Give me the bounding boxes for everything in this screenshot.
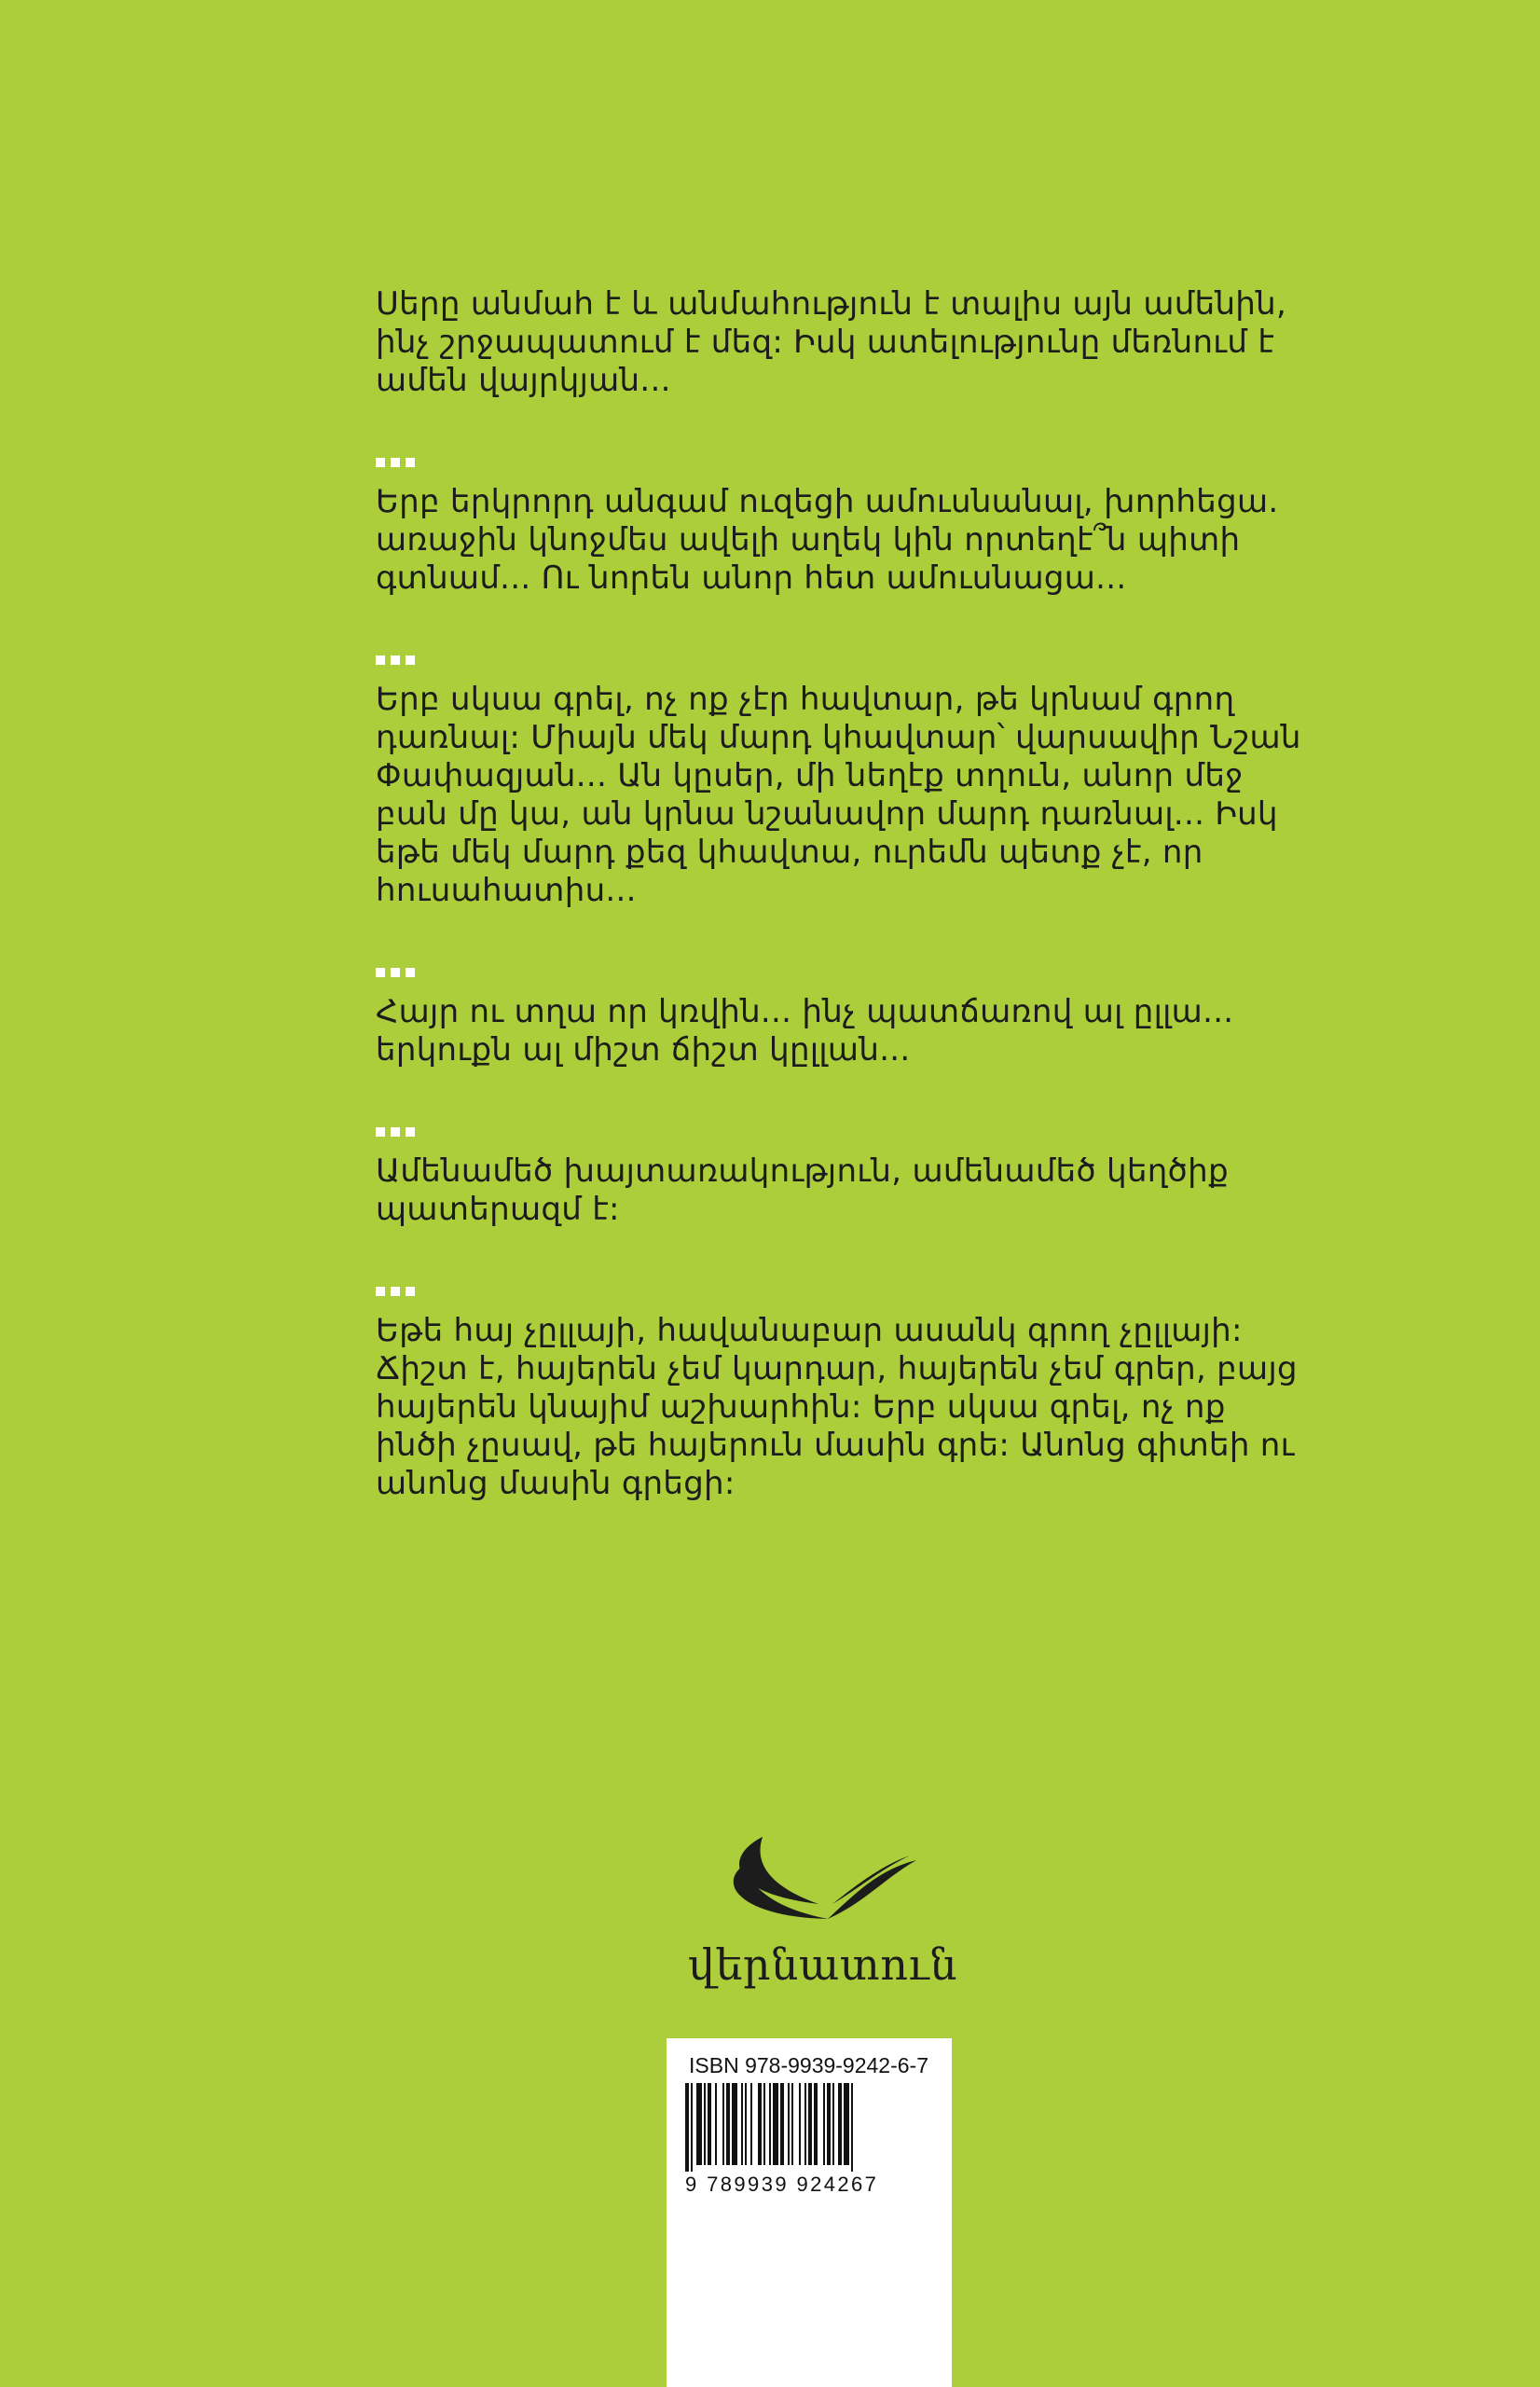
barcode-bar xyxy=(799,2083,801,2165)
barcode-bar xyxy=(741,2083,743,2165)
quote-line: անոնց մասին գրեցի: xyxy=(376,1465,736,1502)
barcode-bar xyxy=(851,2083,853,2172)
quote-line: Ճիշտ է, հայերեն չեմ կարդար, հայերեն չեմ գրեր, բայց xyxy=(376,1350,1298,1387)
quote-separator xyxy=(376,655,1289,665)
quote-line: Երբ սկսա գրել, ոչ ոք չէր հավտար, թե կրնամ գրող xyxy=(376,681,1235,718)
quote-line: Սերը անմահ է և անմահություն է տալիս այն ամենին, xyxy=(376,285,1287,323)
quote-paragraph xyxy=(376,993,1289,1069)
barcode-bar xyxy=(832,2083,834,2165)
quote-line: առաջին կնոջմես ավելի աղեկ կին որտեղէ՞ն պիտի xyxy=(376,521,1241,559)
barcode-bar xyxy=(763,2083,765,2165)
quote-line: ինչ շրջապատում է մեզ: Իսկ ատելությունը մեռնում է xyxy=(376,324,1275,361)
barcode-bar xyxy=(788,2083,790,2165)
barcode-digits: 9 789939 924267 xyxy=(685,2173,879,2196)
barcode-bar xyxy=(732,2083,737,2165)
isbn-box xyxy=(667,2038,952,2387)
barcode-bar xyxy=(696,2083,702,2165)
barcode-bar xyxy=(750,2083,752,2165)
separator-dot xyxy=(391,1287,400,1296)
separator-dot xyxy=(376,968,385,977)
barcode-bar xyxy=(758,2083,762,2165)
separator-dot xyxy=(406,1127,415,1137)
separator-dot xyxy=(391,458,400,467)
quote-line: Եթե հայ չըլլայի, հավանաբար ասանկ գրող չըլլայի: xyxy=(376,1312,1243,1349)
quote-paragraph xyxy=(376,285,1289,400)
separator-dot xyxy=(406,458,415,467)
quote-line: երկուքն ալ միշտ ճիշտ կըլլան... xyxy=(376,1031,911,1069)
separator-dot xyxy=(376,1287,385,1296)
barcode-bar xyxy=(726,2083,730,2165)
barcode-bar xyxy=(838,2083,842,2165)
barcode-bar xyxy=(808,2083,812,2165)
separator-dot xyxy=(376,1127,385,1137)
quote-paragraph xyxy=(376,681,1301,910)
barcode-bar xyxy=(704,2083,706,2165)
quote-line: ինծի չըսավ, թե հայերուն մասին գրե: Անոնց գիտեի ու xyxy=(376,1427,1295,1464)
quote-line: եթե մեկ մարդ քեզ կհավտա, ուրեմն պետք չէ, որ xyxy=(376,834,1203,871)
quote-separator xyxy=(376,458,1289,467)
separator-dot xyxy=(391,968,400,977)
quote-line: դառնալ: Միայն մեկ մարդ կհավտար՝ վարսավիր Նշան xyxy=(376,719,1301,756)
barcode-bar xyxy=(691,2083,693,2172)
barcode-bar xyxy=(844,2083,849,2165)
separator-dot xyxy=(406,655,415,665)
quote-separator xyxy=(376,968,1289,977)
quote-line: բան մը կա, ան կրնա նշանավոր մարդ դառնալ... Իսկ xyxy=(376,795,1278,833)
barcode-bar xyxy=(791,2083,793,2165)
separator-dot xyxy=(376,458,385,467)
barcode-bar xyxy=(814,2083,818,2165)
barcode-bar xyxy=(827,2083,831,2165)
barcode-bar xyxy=(773,2083,778,2165)
quote-separator xyxy=(376,1127,1289,1137)
separator-dot xyxy=(376,655,385,665)
barcode-bar xyxy=(804,2083,806,2165)
quote-line: ամեն վայրկյան... xyxy=(376,362,671,399)
separator-dot xyxy=(391,655,400,665)
bird-wings-icon xyxy=(688,1828,930,1939)
separator-dot xyxy=(391,1127,400,1137)
quote-line: պատերազմ է: xyxy=(376,1191,620,1228)
barcode-bar xyxy=(780,2083,784,2165)
barcode xyxy=(685,2083,933,2172)
quote-line: Երբ երկրորդ անգամ ուզեցի ամուսնանալ, խորհեցա. xyxy=(376,483,1279,520)
isbn-label: ISBN 978-9939-9242-6-7 xyxy=(689,2053,928,2077)
quote-line: Փափազյան... Ան կըսեր, մի նեղէք տղուն, անոր մեջ xyxy=(376,757,1244,794)
separator-dot xyxy=(406,1287,415,1296)
barcode-bar xyxy=(745,2083,747,2165)
publisher-logo xyxy=(688,1828,957,1995)
quotes-block xyxy=(376,285,1301,1503)
barcode-bar xyxy=(715,2083,717,2165)
quote-paragraph xyxy=(376,1152,1289,1229)
barcode-bar xyxy=(708,2083,711,2165)
publisher-name: վերնատուն xyxy=(688,1939,957,1990)
quote-line: Ամենամեծ խայտառակություն, ամենամեծ կեղծիք xyxy=(376,1152,1229,1190)
quote-separator xyxy=(376,1287,1289,1296)
quote-paragraph xyxy=(376,1312,1298,1503)
barcode-bar xyxy=(823,2083,825,2165)
quote-line: Հայր ու տղա որ կռվին... ինչ պատճառով ալ ըլլա... xyxy=(376,993,1234,1030)
quote-line: գտնամ... Ու նորեն անոր հետ ամուսնացա... xyxy=(376,559,1127,597)
barcode-bar xyxy=(685,2083,689,2172)
quote-line: հուսահատիս... xyxy=(376,872,637,909)
quote-line: հայերեն կնայիմ աշխարհին: Երբ սկսա գրել, ոչ ոք xyxy=(376,1388,1226,1426)
quote-paragraph xyxy=(376,483,1289,598)
barcode-bar xyxy=(769,2083,771,2165)
barcode-bar xyxy=(722,2083,724,2165)
separator-dot xyxy=(406,968,415,977)
